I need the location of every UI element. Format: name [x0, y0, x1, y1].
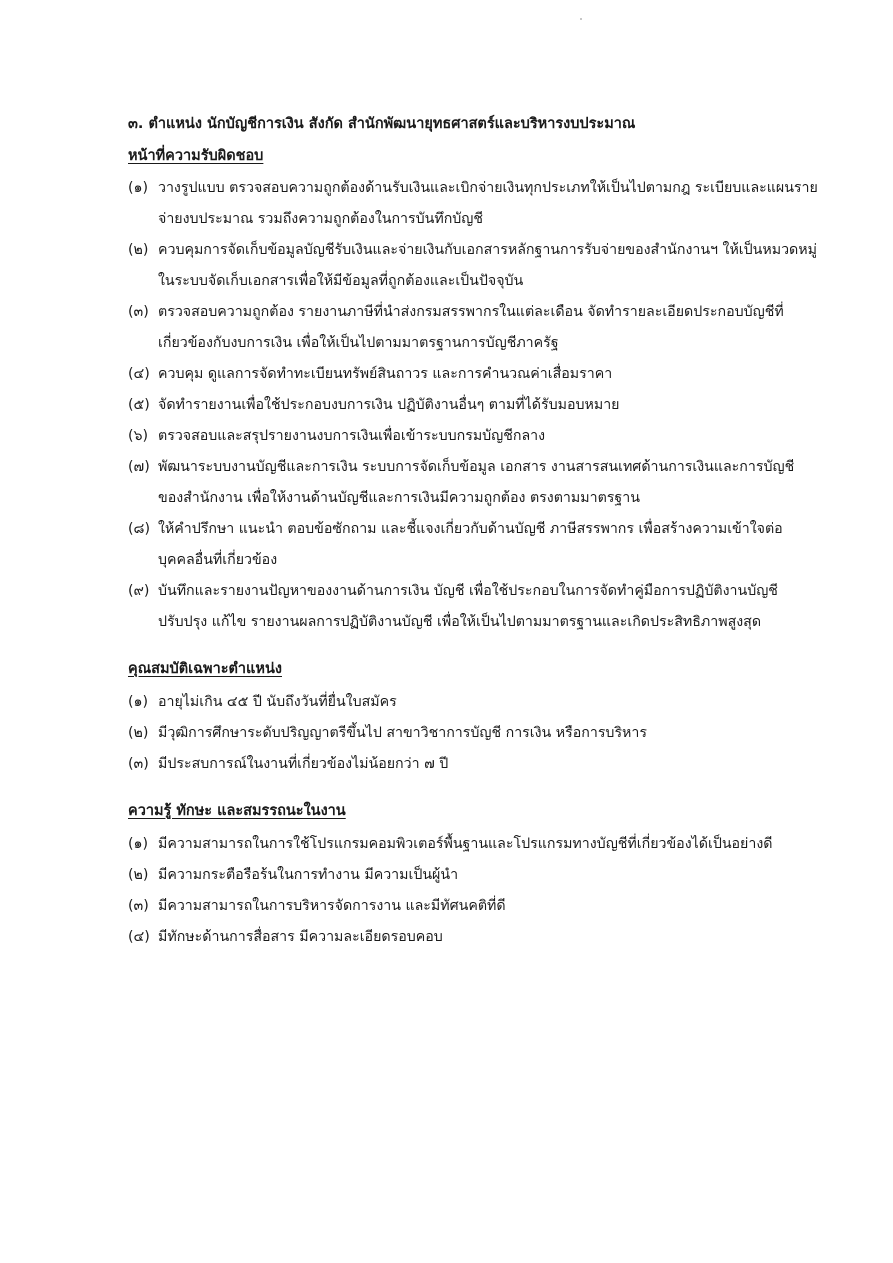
responsibility-item-4 — [128, 359, 818, 390]
responsibility-item-1 — [128, 173, 818, 235]
item-number: (๓) — [128, 898, 149, 914]
skill-item-1 — [128, 829, 818, 860]
item-text: บันทึกและรายงานปัญหาของงานด้านการเงิน บัญชี เพื่อใช้ประกอบในการจัดทำคู่มือการปฏิบัติงานบัญชีปรับปรุง แก้ไข รายงานผลการปฏิบัติงานบัญชี เพื่อให้เป็นไปตามมาตรฐานและเกิดประสิทธิภาพสูงสุด — [158, 583, 778, 630]
skill-item-4 — [128, 922, 818, 953]
responsibility-item-5 — [128, 390, 818, 421]
item-number: (๖) — [128, 428, 149, 444]
item-number: (๘) — [128, 521, 151, 537]
item-number: (๑) — [128, 180, 149, 196]
scan-speck — [580, 18, 582, 20]
item-text: วางรูปแบบ ตรวจสอบความถูกต้องด้านรับเงินและเบิกจ่ายเงินทุกประเภทให้เป็นไปตามกฎ ระเบียบและแผนรายจ่ายงบประมาณ รวมถึงความถูกต้องในการบันทึกบัญชี — [158, 180, 818, 227]
item-text: ตรวจสอบความถูกต้อง รายงานภาษีที่นำส่งกรมสรรพากรในแต่ละเดือน จัดทำรายละเอียดประกอบบัญชีที่เกี่ยวข้องกับงบการเงิน เพื่อให้เป็นไปตามมาตรฐานการบัญชีภาครัฐ — [158, 304, 784, 351]
item-number: (๒) — [128, 242, 149, 258]
item-text: จัดทำรายงานเพื่อใช้ประกอบงบการเงิน ปฏิบัติงานอื่นๆ ตามที่ได้รับมอบหมาย — [158, 397, 620, 413]
item-text: ควบคุม ดูแลการจัดทำทะเบียนทรัพย์สินถาวร และการคำนวณค่าเสื่อมราคา — [158, 366, 613, 382]
item-number: (๒) — [128, 725, 149, 741]
item-text: ให้คำปรึกษา แนะนำ ตอบข้อซักถาม และชี้แจงเกี่ยวกับด้านบัญชี ภาษีสรรพากร เพื่อสร้างความเข้าใจต่อบุคคลอื่นที่เกี่ยวข้อง — [158, 521, 783, 568]
item-text: มีความสามารถในการบริหารจัดการงาน และมีทัศนคติที่ดี — [158, 898, 506, 914]
qualifications-heading: คุณสมบัติเฉพาะตำแหน่ง — [128, 661, 282, 677]
responsibility-item-3 — [128, 297, 818, 359]
responsibility-item-7 — [128, 452, 818, 514]
responsibility-item-8 — [128, 514, 818, 576]
qualification-item-2 — [128, 718, 818, 749]
item-number: (๒) — [128, 867, 149, 883]
skills-list — [128, 829, 818, 953]
item-text: มีวุฒิการศึกษาระดับปริญญาตรีขึ้นไป สาขาวิชาการบัญชี การเงิน หรือการบริหาร — [158, 725, 647, 741]
item-text: พัฒนาระบบงานบัญชีและการเงิน ระบบการจัดเก็บข้อมูล เอกสาร งานสารสนเทศด้านการเงินและการบัญชีของสำนักงาน เพื่อให้งานด้านบัญชีและการเงินมีความถูกต้อง ตรงตามมาตรฐาน — [158, 459, 795, 506]
item-text: มีความกระตือรือร้นในการทำงาน มีความเป็นผู้นำ — [158, 867, 459, 883]
item-text: มีทักษะด้านการสื่อสาร มีความละเอียดรอบคอบ — [158, 929, 443, 945]
item-text: อายุไม่เกิน ๔๕ ปี นับถึงวันที่ยื่นใบสมัคร — [158, 694, 397, 710]
skills-heading: ความรู้ ทักษะ และสมรรถนะในงาน — [128, 803, 346, 819]
item-number: (๔) — [128, 929, 150, 945]
document-content — [128, 111, 818, 953]
item-text: มีประสบการณ์ในงานที่เกี่ยวข้องไม่น้อยกว่า ๗ ปี — [158, 756, 449, 772]
item-number: (๑) — [128, 836, 149, 852]
responsibility-item-6 — [128, 421, 818, 452]
qualification-item-3 — [128, 749, 818, 780]
item-text: ตรวจสอบและสรุปรายงานงบการเงินเพื่อเข้าระบบกรมบัญชีกลาง — [158, 428, 546, 444]
position-title: ๓. ตำแหน่ง นักบัญชีการเงิน สังกัด สำนักพัฒนายุทธศาสตร์และบริหารงบประมาณ — [128, 116, 636, 132]
responsibilities-heading: หน้าที่ความรับผิดชอบ — [128, 148, 264, 164]
item-number: (๑) — [128, 694, 149, 710]
responsibility-item-9 — [128, 576, 818, 638]
responsibilities-list — [128, 173, 818, 638]
item-text: ควบคุมการจัดเก็บข้อมูลบัญชีรับเงินและจ่ายเงินกับเอกสารหลักฐานการรับจ่ายของสำนักงานฯ ให้เป็นหมวดหมู่ในระบบจัดเก็บเอกสารเพื่อให้มีข้อมูลที่ถูกต้องและเป็นปัจจุบัน — [158, 242, 817, 289]
item-number: (๗) — [128, 459, 150, 475]
item-text: มีความสามารถในการใช้โปรแกรมคอมพิวเตอร์พื้นฐานและโปรแกรมทางบัญชีที่เกี่ยวข้องได้เป็นอย่างดี — [158, 836, 773, 852]
item-number: (๔) — [128, 366, 150, 382]
skill-item-2 — [128, 860, 818, 891]
item-number: (๓) — [128, 756, 149, 772]
qualifications-list — [128, 687, 818, 780]
qualification-item-1 — [128, 687, 818, 718]
item-number: (๕) — [128, 397, 150, 413]
item-number: (๙) — [128, 583, 150, 599]
item-number: (๓) — [128, 304, 149, 320]
responsibility-item-2 — [128, 235, 818, 297]
skill-item-3 — [128, 891, 818, 922]
